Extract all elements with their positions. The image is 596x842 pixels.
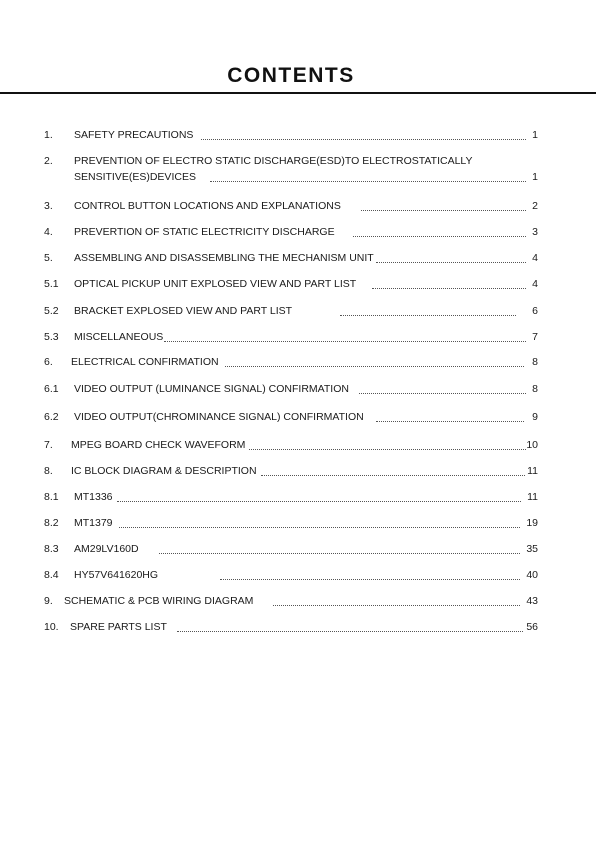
toc-entry-number: 7. [44,439,53,451]
toc-entry-10[interactable] [44,619,538,635]
toc-entry-label: ASSEMBLING AND DISASSEMBLING THE MECHANISM UNIT [74,252,374,264]
toc-entry-label: ELECTRICAL CONFIRMATION [71,356,219,368]
toc-entry-1[interactable] [44,127,538,143]
toc-entry-5-2[interactable] [44,303,538,319]
toc-entry-label: AM29LV160D [74,543,139,555]
toc-entry-number: 8.1 [44,491,59,503]
dot-leader [164,331,526,342]
toc-entry-page: 4 [532,278,538,290]
toc-entry-number: 10. [44,621,59,633]
toc-entry-page: 35 [526,543,538,555]
page-title: CONTENTS [227,64,355,87]
toc-entry-6-1[interactable] [44,381,538,397]
toc-entry-5-1[interactable] [44,276,538,292]
toc-entry-3[interactable] [44,198,538,214]
toc-entry-number: 4. [44,226,53,238]
toc-entry-number: 8.4 [44,569,59,581]
toc-entry-number: 3. [44,200,53,212]
toc-entry-label: BRACKET EXPLOSED VIEW AND PART LIST [74,305,293,317]
toc-entry-number: 8.3 [44,543,59,555]
toc-entry-page: 7 [532,331,538,343]
toc-entry-9[interactable] [44,593,538,609]
toc-entry-number: 8. [44,465,53,477]
toc-entry-page: 1 [532,129,538,141]
toc-entry-label: SCHEMATIC & PCB WIRING DIAGRAM [64,595,254,607]
toc-entry-number: 5. [44,252,53,264]
toc-entry-label: IC BLOCK DIAGRAM & DESCRIPTION [71,465,257,477]
dot-leader [361,200,526,211]
toc-entry-number: 2. [44,155,53,167]
toc-entry-page: 2 [532,200,538,212]
dot-leader [376,411,524,422]
toc-entry-page: 9 [532,411,538,423]
toc-entry-label: VIDEO OUTPUT (LUMINANCE SIGNAL) CONFIRMATION [74,383,349,395]
toc-entry-number: 9. [44,595,53,607]
toc-entry-label: HY57V641620HG [74,569,159,581]
toc-entry-label: SPARE PARTS LIST [70,621,167,633]
dot-leader [376,252,526,263]
toc-entry-page: 10 [526,439,538,451]
toc-entry-8[interactable] [44,463,538,479]
toc-entry-number: 8.2 [44,517,59,529]
dot-leader [273,595,520,606]
toc-entry-label: VIDEO OUTPUT(CHROMINANCE SIGNAL) CONFIRMATION [74,411,364,423]
toc-entry-number: 6. [44,356,53,368]
toc-entry-page: 8 [532,356,538,368]
toc-entry-page: 11 [527,465,538,477]
toc-entry-7[interactable] [44,437,538,453]
toc-entry-page: 19 [526,517,538,529]
dot-leader [261,465,526,476]
dot-leader [340,305,516,316]
dot-leader [177,621,523,632]
toc-entry-label: MT1379 [74,517,113,529]
toc-entry-label: SAFETY PRECAUTIONS [74,129,194,141]
dot-leader [353,226,526,237]
toc-entry-label: MT1336 [74,491,113,503]
toc-entry-label: PREVENTION OF ELECTRO STATIC DISCHARGE(ESD)TO ELECTROSTATICALLY [74,155,473,167]
toc-entry-5[interactable] [44,250,538,266]
toc-entry-number: 5.2 [44,305,59,317]
toc-entry-label: PREVERTION OF STATIC ELECTRICITY DISCHARGE [74,226,335,238]
toc-entry-8-4[interactable] [44,567,538,583]
toc-entry-page: 3 [532,226,538,238]
toc-entry-page: 40 [526,569,538,581]
dot-leader [249,439,526,450]
toc-entry-label: MISCELLANEOUS [74,331,164,343]
dot-leader [159,543,521,554]
toc-entry-label: OPTICAL PICKUP UNIT EXPLOSED VIEW AND PART LIST [74,278,357,290]
toc-entry-8-3[interactable] [44,541,538,557]
toc-entry-page: 4 [532,252,538,264]
toc-entry-page: 43 [526,595,538,607]
dot-leader [201,129,526,140]
toc-entry-6[interactable] [44,354,538,370]
toc-entry-6-2[interactable] [44,409,538,425]
dot-leader [117,491,522,502]
toc-entry-2[interactable] [44,153,538,185]
dot-leader [359,383,526,394]
dot-leader [225,356,524,367]
toc-entry-number: 5.3 [44,331,59,343]
toc-entry-number: 6.1 [44,383,59,395]
toc-entry-page: 8 [532,383,538,395]
toc-entry-page: 1 [532,171,538,183]
toc-entry-label-continued: SENSITIVE(ES)DEVICES [74,171,196,183]
toc-entry-page: 6 [532,305,538,317]
toc-entry-5-3[interactable] [44,329,538,345]
toc-entry-number: 5.1 [44,278,59,290]
toc-entry-8-1[interactable] [44,489,538,505]
dot-leader [119,517,521,528]
toc-entry-8-2[interactable] [44,515,538,531]
toc-entry-page: 11 [527,491,538,503]
toc-entry-number: 1. [44,129,53,141]
dot-leader [210,171,526,182]
toc-entry-4[interactable] [44,224,538,240]
dot-leader [220,569,520,580]
toc-entry-label: CONTROL BUTTON LOCATIONS AND EXPLANATIONS [74,200,341,212]
dot-leader [372,278,526,289]
toc-entry-label: MPEG BOARD CHECK WAVEFORM [71,439,246,451]
toc-entry-number: 6.2 [44,411,59,423]
toc-entry-page: 56 [526,621,538,633]
